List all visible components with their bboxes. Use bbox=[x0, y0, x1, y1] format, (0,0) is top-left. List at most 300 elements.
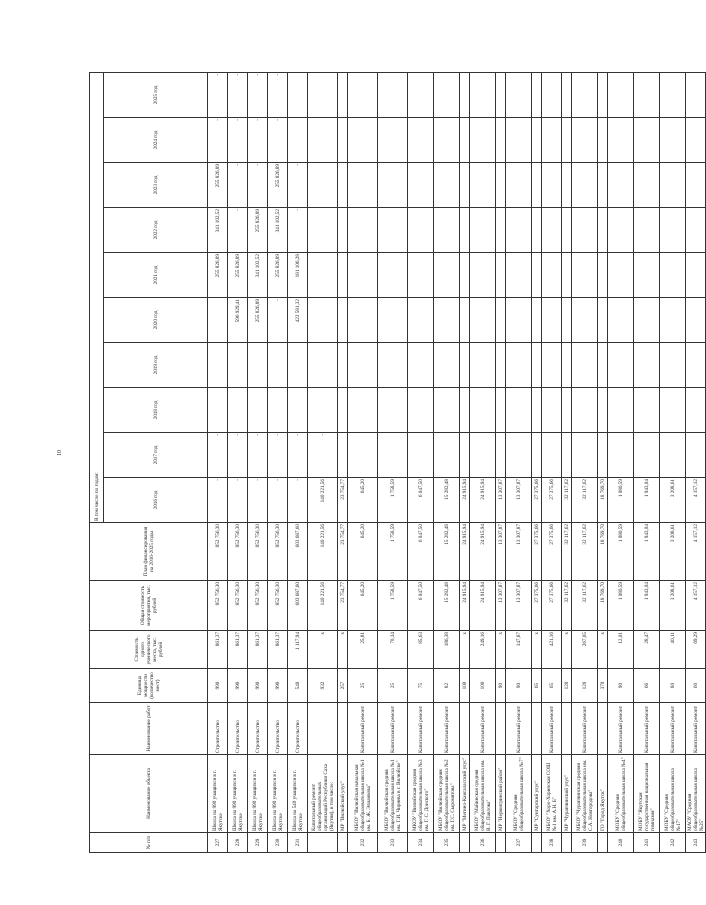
total-cost-cell: 852 756,30 bbox=[268, 581, 288, 631]
year-2019-cell bbox=[608, 343, 634, 388]
year-2020-cell bbox=[470, 298, 496, 343]
year-2023-cell bbox=[572, 163, 598, 208]
total-cost-cell: 603 687,60 bbox=[288, 581, 308, 631]
capacity-cell: 90 bbox=[608, 669, 634, 703]
unit-cost-cell: 40,11 bbox=[660, 631, 686, 669]
year-2018-cell bbox=[562, 388, 572, 433]
object-name-cell: МОБУ "Средняя общеобразовательная школа №4" bbox=[608, 755, 634, 833]
year-2023-cell: - bbox=[228, 163, 248, 208]
num-cell bbox=[308, 833, 338, 853]
total-cost-cell: 13 307,87 bbox=[506, 581, 532, 631]
unit-cost-cell: x bbox=[532, 631, 542, 669]
year-2018-cell bbox=[470, 388, 496, 433]
total-cost-cell: 24 915,94 bbox=[470, 581, 496, 631]
year-2025-cell: - bbox=[248, 72, 268, 117]
year-2018-cell bbox=[248, 388, 268, 433]
year-2016-cell: 27 375,66 bbox=[542, 478, 562, 523]
table-row bbox=[562, 72, 572, 852]
object-name-cell: Школа на 990 учащихся в г. Якутске bbox=[248, 755, 268, 833]
total-cost-cell: 1 080,59 bbox=[608, 581, 634, 631]
year-2016-cell: 13 307,87 bbox=[506, 478, 532, 523]
work-type-cell bbox=[308, 703, 338, 755]
total-cost-cell: 23 754,77 bbox=[338, 581, 348, 631]
num-cell bbox=[598, 833, 608, 853]
header-year: 2016 год bbox=[104, 478, 208, 523]
header-year: 2018 год bbox=[104, 388, 208, 433]
year-2017-cell: - bbox=[308, 433, 338, 478]
table-row bbox=[288, 72, 308, 852]
header-work: Наименование работ bbox=[90, 703, 208, 755]
year-2020-cell bbox=[634, 298, 660, 343]
year-2022-cell: 341 102,52 bbox=[268, 208, 288, 253]
plan-cell: 1 080,59 bbox=[608, 523, 634, 581]
year-2018-cell bbox=[686, 388, 706, 433]
unit-cost-cell: 25,81 bbox=[348, 631, 378, 669]
unit-cost-cell: 861,37 bbox=[228, 631, 248, 669]
year-2023-cell bbox=[506, 163, 532, 208]
year-2023-cell bbox=[308, 163, 338, 208]
num-cell bbox=[496, 833, 506, 853]
work-type-cell: Капитальный ремонт bbox=[686, 703, 706, 755]
year-2018-cell bbox=[348, 388, 378, 433]
year-2022-cell bbox=[506, 208, 532, 253]
year-2025-cell bbox=[288, 72, 308, 117]
year-2016-cell: 24 915,94 bbox=[460, 478, 470, 523]
year-2016-cell: 24 915,94 bbox=[470, 478, 496, 523]
table-row bbox=[434, 72, 460, 852]
object-name-cell: МБОУ "Вилюйская средняя общеобразовательная школа №2 им. Г.С. Сыромятова" bbox=[434, 755, 460, 833]
year-2022-cell bbox=[378, 208, 408, 253]
table-row bbox=[506, 72, 532, 852]
num-cell: 243 bbox=[686, 833, 706, 853]
object-name-cell: Школа на 990 учащихся в г. Якутске bbox=[228, 755, 248, 833]
table-row bbox=[348, 72, 378, 852]
total-cost-cell: 15 282,48 bbox=[434, 581, 460, 631]
plan-cell: 3 208,61 bbox=[660, 523, 686, 581]
year-2017-cell bbox=[434, 433, 460, 478]
year-2024-cell bbox=[634, 118, 660, 163]
unit-cost-cell: 12,01 bbox=[608, 631, 634, 669]
header-year: 2025 год bbox=[104, 72, 208, 117]
year-2018-cell bbox=[532, 388, 542, 433]
plan-cell: 13 307,87 bbox=[506, 523, 532, 581]
table-row bbox=[378, 72, 408, 852]
capacity-cell: 90 bbox=[496, 669, 506, 703]
table-row bbox=[572, 72, 598, 852]
year-2020-cell bbox=[686, 298, 706, 343]
year-2019-cell bbox=[686, 343, 706, 388]
total-cost-cell: 13 307,87 bbox=[496, 581, 506, 631]
year-2020-cell bbox=[378, 298, 408, 343]
object-name-cell: МР "Мегино-Кангаласский улус" bbox=[460, 755, 470, 833]
year-2019-cell bbox=[496, 343, 506, 388]
plan-cell: 15 282,48 bbox=[434, 523, 460, 581]
year-2021-cell bbox=[378, 253, 408, 298]
capacity-cell: 990 bbox=[208, 669, 228, 703]
year-2020-cell: - bbox=[268, 298, 288, 343]
year-2020-cell bbox=[434, 298, 460, 343]
work-type-cell: Капитальный ремонт bbox=[408, 703, 434, 755]
year-2024-cell: - bbox=[248, 118, 268, 163]
year-2020-cell bbox=[532, 298, 542, 343]
capacity-cell: 990 bbox=[248, 669, 268, 703]
year-2019-cell bbox=[208, 343, 228, 388]
num-cell bbox=[562, 833, 572, 853]
num-cell: 233 bbox=[378, 833, 408, 853]
year-2024-cell bbox=[686, 118, 706, 163]
year-2021-cell bbox=[408, 253, 434, 298]
capacity-cell: 75 bbox=[408, 669, 434, 703]
num-cell: 239 bbox=[572, 833, 598, 853]
num-cell: 228 bbox=[228, 833, 248, 853]
object-name-cell: МБОУ "Хоро-Хоринская СОШ №1 им. А.Н. Б" bbox=[542, 755, 562, 833]
object-name-cell: МБОУ "Вилюйская начальная общеобразовательная школа №1 им. Б. Ж. Элианвова" bbox=[348, 755, 378, 833]
year-2021-cell bbox=[572, 253, 598, 298]
work-type-cell bbox=[460, 703, 470, 755]
year-2024-cell: - bbox=[208, 118, 228, 163]
plan-cell: 1 943,04 bbox=[634, 523, 660, 581]
year-2025-cell bbox=[378, 72, 408, 117]
year-2019-cell bbox=[408, 343, 434, 388]
year-2019-cell bbox=[598, 343, 608, 388]
header-year: 2020 год bbox=[104, 298, 208, 343]
table-row bbox=[598, 72, 608, 852]
header-year: 2019 год bbox=[104, 343, 208, 388]
total-cost-cell: 6 047,50 bbox=[408, 581, 434, 631]
year-2019-cell bbox=[348, 343, 378, 388]
capacity-cell: 100 bbox=[460, 669, 470, 703]
year-2017-cell bbox=[378, 433, 408, 478]
financing-table bbox=[89, 72, 706, 853]
year-2017-cell bbox=[470, 433, 496, 478]
year-2023-cell bbox=[496, 163, 506, 208]
year-2016-cell: 18 769,70 bbox=[598, 478, 608, 523]
header-capacity: Единица мощности (количество мест) bbox=[90, 669, 208, 703]
object-name-cell: МОБУ "Якутская государственная национальная гимназия" bbox=[634, 755, 660, 833]
object-name-cell: МБОУ "Вилюйская средняя общеобразовательная школа №1 им. Г.И. Чиряева в г. Вилюйске" bbox=[378, 755, 408, 833]
year-2016-cell: 15 282,48 bbox=[434, 478, 460, 523]
year-2018-cell bbox=[542, 388, 562, 433]
year-2016-cell: 1 758,59 bbox=[378, 478, 408, 523]
year-2020-cell bbox=[660, 298, 686, 343]
year-2021-cell bbox=[562, 253, 572, 298]
unit-cost-cell: x bbox=[598, 631, 608, 669]
year-2024-cell bbox=[532, 118, 542, 163]
header-object: Наименование объекта bbox=[90, 755, 208, 833]
year-2023-cell bbox=[542, 163, 562, 208]
year-2021-cell bbox=[598, 253, 608, 298]
year-2021-cell bbox=[470, 253, 496, 298]
object-name-cell: МР "Вилюйский улус" bbox=[338, 755, 348, 833]
year-2020-cell bbox=[496, 298, 506, 343]
year-2025-cell bbox=[598, 72, 608, 117]
total-cost-cell: 852 756,30 bbox=[248, 581, 268, 631]
year-2024-cell bbox=[470, 118, 496, 163]
object-name-cell: ГО "Город Якутск" bbox=[598, 755, 608, 833]
capacity-cell: 100 bbox=[470, 669, 496, 703]
year-2021-cell: 341 102,52 bbox=[248, 253, 268, 298]
year-2022-cell bbox=[532, 208, 542, 253]
year-2022-cell bbox=[608, 208, 634, 253]
year-2022-cell: 341 102,52 bbox=[208, 208, 228, 253]
year-2018-cell bbox=[434, 388, 460, 433]
year-2020-cell bbox=[208, 298, 228, 343]
capacity-cell: 80 bbox=[660, 669, 686, 703]
capacity-cell: 257 bbox=[338, 669, 348, 703]
year-2023-cell bbox=[532, 163, 542, 208]
year-2019-cell bbox=[308, 343, 338, 388]
year-2019-cell bbox=[634, 343, 660, 388]
year-2018-cell bbox=[228, 388, 248, 433]
work-type-cell: Капитальный ремонт bbox=[348, 703, 378, 755]
capacity-cell: 90 bbox=[506, 669, 532, 703]
total-cost-cell: 3 208,61 bbox=[660, 581, 686, 631]
header-year: 2023 год bbox=[104, 163, 208, 208]
plan-cell: 852 756,30 bbox=[268, 523, 288, 581]
table-row bbox=[634, 72, 660, 852]
work-type-cell: Строительство bbox=[228, 703, 248, 755]
year-2025-cell: - bbox=[228, 72, 248, 117]
year-2022-cell bbox=[434, 208, 460, 253]
plan-cell: 852 756,30 bbox=[248, 523, 268, 581]
capacity-cell: 25 bbox=[378, 669, 408, 703]
year-2020-cell: 422 581,32 bbox=[288, 298, 308, 343]
total-cost-cell: 24 915,94 bbox=[460, 581, 470, 631]
work-type-cell: Капитальный ремонт bbox=[470, 703, 496, 755]
unit-cost-cell: 861,37 bbox=[248, 631, 268, 669]
year-2016-cell: 6 047,50 bbox=[408, 478, 434, 523]
work-type-cell: Капитальный ремонт bbox=[434, 703, 460, 755]
object-name-cell: МБОУ "Чурапчинская средняя общеобразовательная школа им. С.А. Новгородова" bbox=[572, 755, 598, 833]
num-cell: 232 bbox=[348, 833, 378, 853]
year-2021-cell: 181 106,28 bbox=[288, 253, 308, 298]
unit-cost-cell: x bbox=[338, 631, 348, 669]
year-2024-cell: - bbox=[268, 118, 288, 163]
table-row bbox=[268, 72, 288, 852]
header-unit-cost: Стоимость одного ученического места, тыс. рублей bbox=[90, 631, 208, 669]
year-2019-cell bbox=[434, 343, 460, 388]
work-type-cell bbox=[562, 703, 572, 755]
year-2021-cell bbox=[608, 253, 634, 298]
unit-cost-cell: 147,87 bbox=[506, 631, 532, 669]
year-2024-cell bbox=[434, 118, 460, 163]
year-2017-cell bbox=[608, 433, 634, 478]
object-name-cell: МР "Сунтарский улус" bbox=[532, 755, 542, 833]
year-2017-cell bbox=[562, 433, 572, 478]
year-2021-cell bbox=[460, 253, 470, 298]
year-2023-cell bbox=[608, 163, 634, 208]
year-2017-cell bbox=[408, 433, 434, 478]
rotated-table-sheet bbox=[89, 73, 705, 853]
year-2025-cell bbox=[572, 72, 598, 117]
year-2017-cell: - bbox=[248, 433, 268, 478]
year-2018-cell bbox=[208, 388, 228, 433]
year-2024-cell bbox=[288, 118, 308, 163]
total-cost-cell: 27 375,66 bbox=[532, 581, 542, 631]
header-year: 2017 год bbox=[104, 433, 208, 478]
total-cost-cell: 852 756,30 bbox=[228, 581, 248, 631]
year-2022-cell bbox=[562, 208, 572, 253]
plan-cell: 32 117,62 bbox=[572, 523, 598, 581]
year-2019-cell bbox=[288, 343, 308, 388]
year-2023-cell bbox=[434, 163, 460, 208]
work-type-cell: Капитальный ремонт bbox=[660, 703, 686, 755]
work-type-cell bbox=[598, 703, 608, 755]
header-year: 2024 год bbox=[104, 118, 208, 163]
capacity-cell: 990 bbox=[268, 669, 288, 703]
year-2019-cell bbox=[268, 343, 288, 388]
total-cost-cell: 140 221,56 bbox=[308, 581, 338, 631]
num-cell: 238 bbox=[542, 833, 562, 853]
capacity-cell: 120 bbox=[562, 669, 572, 703]
capacity-cell: 540 bbox=[288, 669, 308, 703]
year-2019-cell bbox=[470, 343, 496, 388]
plan-cell: 140 221,56 bbox=[308, 523, 338, 581]
header-year: 2022 год bbox=[104, 208, 208, 253]
num-cell: 240 bbox=[608, 833, 634, 853]
year-2017-cell bbox=[496, 433, 506, 478]
year-2016-cell: 32 117,62 bbox=[572, 478, 598, 523]
year-2018-cell bbox=[506, 388, 532, 433]
year-2022-cell bbox=[348, 208, 378, 253]
num-cell: 237 bbox=[506, 833, 532, 853]
year-2024-cell bbox=[496, 118, 506, 163]
year-2016-cell: - bbox=[228, 478, 248, 523]
year-2019-cell bbox=[248, 343, 268, 388]
year-2017-cell bbox=[598, 433, 608, 478]
capacity-cell: 65 bbox=[542, 669, 562, 703]
year-2016-cell: - bbox=[248, 478, 268, 523]
year-2021-cell bbox=[686, 253, 706, 298]
year-2025-cell bbox=[532, 72, 542, 117]
object-name-cell: МР "Чурапчинский улус" bbox=[562, 755, 572, 833]
year-2024-cell bbox=[378, 118, 408, 163]
unit-cost-cell: x bbox=[460, 631, 470, 669]
year-2018-cell bbox=[268, 388, 288, 433]
year-2022-cell: - bbox=[288, 208, 308, 253]
unit-cost-cell: x bbox=[308, 631, 338, 669]
year-2017-cell bbox=[338, 433, 348, 478]
object-name-cell: Школа на 990 учащихся в г. Якутске bbox=[268, 755, 288, 833]
total-cost-cell: 645,20 bbox=[348, 581, 378, 631]
plan-cell: 24 915,94 bbox=[460, 523, 470, 581]
year-2025-cell bbox=[506, 72, 532, 117]
year-2017-cell: - bbox=[268, 433, 288, 478]
year-2023-cell bbox=[470, 163, 496, 208]
unit-cost-cell: 267,65 bbox=[572, 631, 598, 669]
plan-cell: 603 687,60 bbox=[288, 523, 308, 581]
year-2021-cell bbox=[348, 253, 378, 298]
year-2022-cell bbox=[460, 208, 470, 253]
year-2022-cell bbox=[572, 208, 598, 253]
table-row bbox=[608, 72, 634, 852]
year-2019-cell bbox=[228, 343, 248, 388]
year-2020-cell: 596 929,41 bbox=[228, 298, 248, 343]
year-2017-cell bbox=[572, 433, 598, 478]
year-2024-cell bbox=[608, 118, 634, 163]
unit-cost-cell: 1 117,94 bbox=[288, 631, 308, 669]
work-type-cell: Строительство bbox=[288, 703, 308, 755]
year-2024-cell bbox=[460, 118, 470, 163]
table-row bbox=[338, 72, 348, 852]
year-2017-cell bbox=[634, 433, 660, 478]
year-2018-cell bbox=[460, 388, 470, 433]
year-2019-cell bbox=[562, 343, 572, 388]
capacity-cell: 370 bbox=[598, 669, 608, 703]
work-type-cell: Капитальный ремонт bbox=[506, 703, 532, 755]
year-2022-cell bbox=[496, 208, 506, 253]
capacity-cell: 932 bbox=[308, 669, 338, 703]
year-2024-cell bbox=[348, 118, 378, 163]
year-2016-cell: 3 208,61 bbox=[660, 478, 686, 523]
table-row bbox=[496, 72, 506, 852]
work-type-cell: Капитальный ремонт bbox=[572, 703, 598, 755]
year-2016-cell: 32 117,62 bbox=[562, 478, 572, 523]
header-year: 2021 год bbox=[104, 253, 208, 298]
plan-cell: 27 375,66 bbox=[532, 523, 542, 581]
year-2017-cell: - bbox=[228, 433, 248, 478]
year-2020-cell bbox=[348, 298, 378, 343]
plan-cell: 23 754,77 bbox=[338, 523, 348, 581]
year-2025-cell: - bbox=[268, 72, 288, 117]
year-2023-cell bbox=[338, 163, 348, 208]
year-2023-cell bbox=[598, 163, 608, 208]
unit-cost-cell: 28,47 bbox=[634, 631, 660, 669]
year-2022-cell bbox=[686, 208, 706, 253]
year-2020-cell bbox=[460, 298, 470, 343]
year-2025-cell bbox=[608, 72, 634, 117]
total-cost-cell: 27 375,66 bbox=[542, 581, 562, 631]
object-name-cell: МКОУ "Вилюйская средняя общеобразовательная школа №3 им. Г. С. Донского" bbox=[408, 755, 434, 833]
year-2021-cell bbox=[434, 253, 460, 298]
capacity-cell: 65 bbox=[532, 669, 542, 703]
year-2023-cell bbox=[686, 163, 706, 208]
header-including: В том числе по годам: bbox=[90, 72, 104, 522]
table-row bbox=[308, 72, 338, 852]
capacity-cell: 82 bbox=[434, 669, 460, 703]
year-2022-cell bbox=[408, 208, 434, 253]
work-type-cell: Строительство bbox=[268, 703, 288, 755]
year-2020-cell bbox=[572, 298, 598, 343]
year-2023-cell bbox=[348, 163, 378, 208]
year-2019-cell bbox=[572, 343, 598, 388]
year-2022-cell bbox=[338, 208, 348, 253]
year-2017-cell bbox=[686, 433, 706, 478]
work-type-cell: Капитальный ремонт bbox=[378, 703, 408, 755]
year-2016-cell: 4 157,12 bbox=[686, 478, 706, 523]
unit-cost-cell: 186,38 bbox=[434, 631, 460, 669]
year-2017-cell bbox=[660, 433, 686, 478]
year-2020-cell bbox=[562, 298, 572, 343]
table-row bbox=[542, 72, 562, 852]
unit-cost-cell: 861,37 bbox=[208, 631, 228, 669]
plan-cell: 24 915,94 bbox=[470, 523, 496, 581]
year-2022-cell bbox=[598, 208, 608, 253]
year-2019-cell bbox=[378, 343, 408, 388]
year-2025-cell bbox=[634, 72, 660, 117]
year-2021-cell bbox=[496, 253, 506, 298]
year-2023-cell: 255 826,89 bbox=[208, 163, 228, 208]
year-2019-cell bbox=[542, 343, 562, 388]
object-name-cell: Капитальный ремонт общеобразовательных организаций Республики Саха (Якутия), в том числе: bbox=[308, 755, 338, 833]
year-2016-cell: - bbox=[268, 478, 288, 523]
capacity-cell: 990 bbox=[228, 669, 248, 703]
year-2021-cell bbox=[634, 253, 660, 298]
unit-cost-cell: 861,37 bbox=[268, 631, 288, 669]
year-2024-cell bbox=[408, 118, 434, 163]
year-2024-cell bbox=[338, 118, 348, 163]
year-2016-cell: 1 080,59 bbox=[608, 478, 634, 523]
